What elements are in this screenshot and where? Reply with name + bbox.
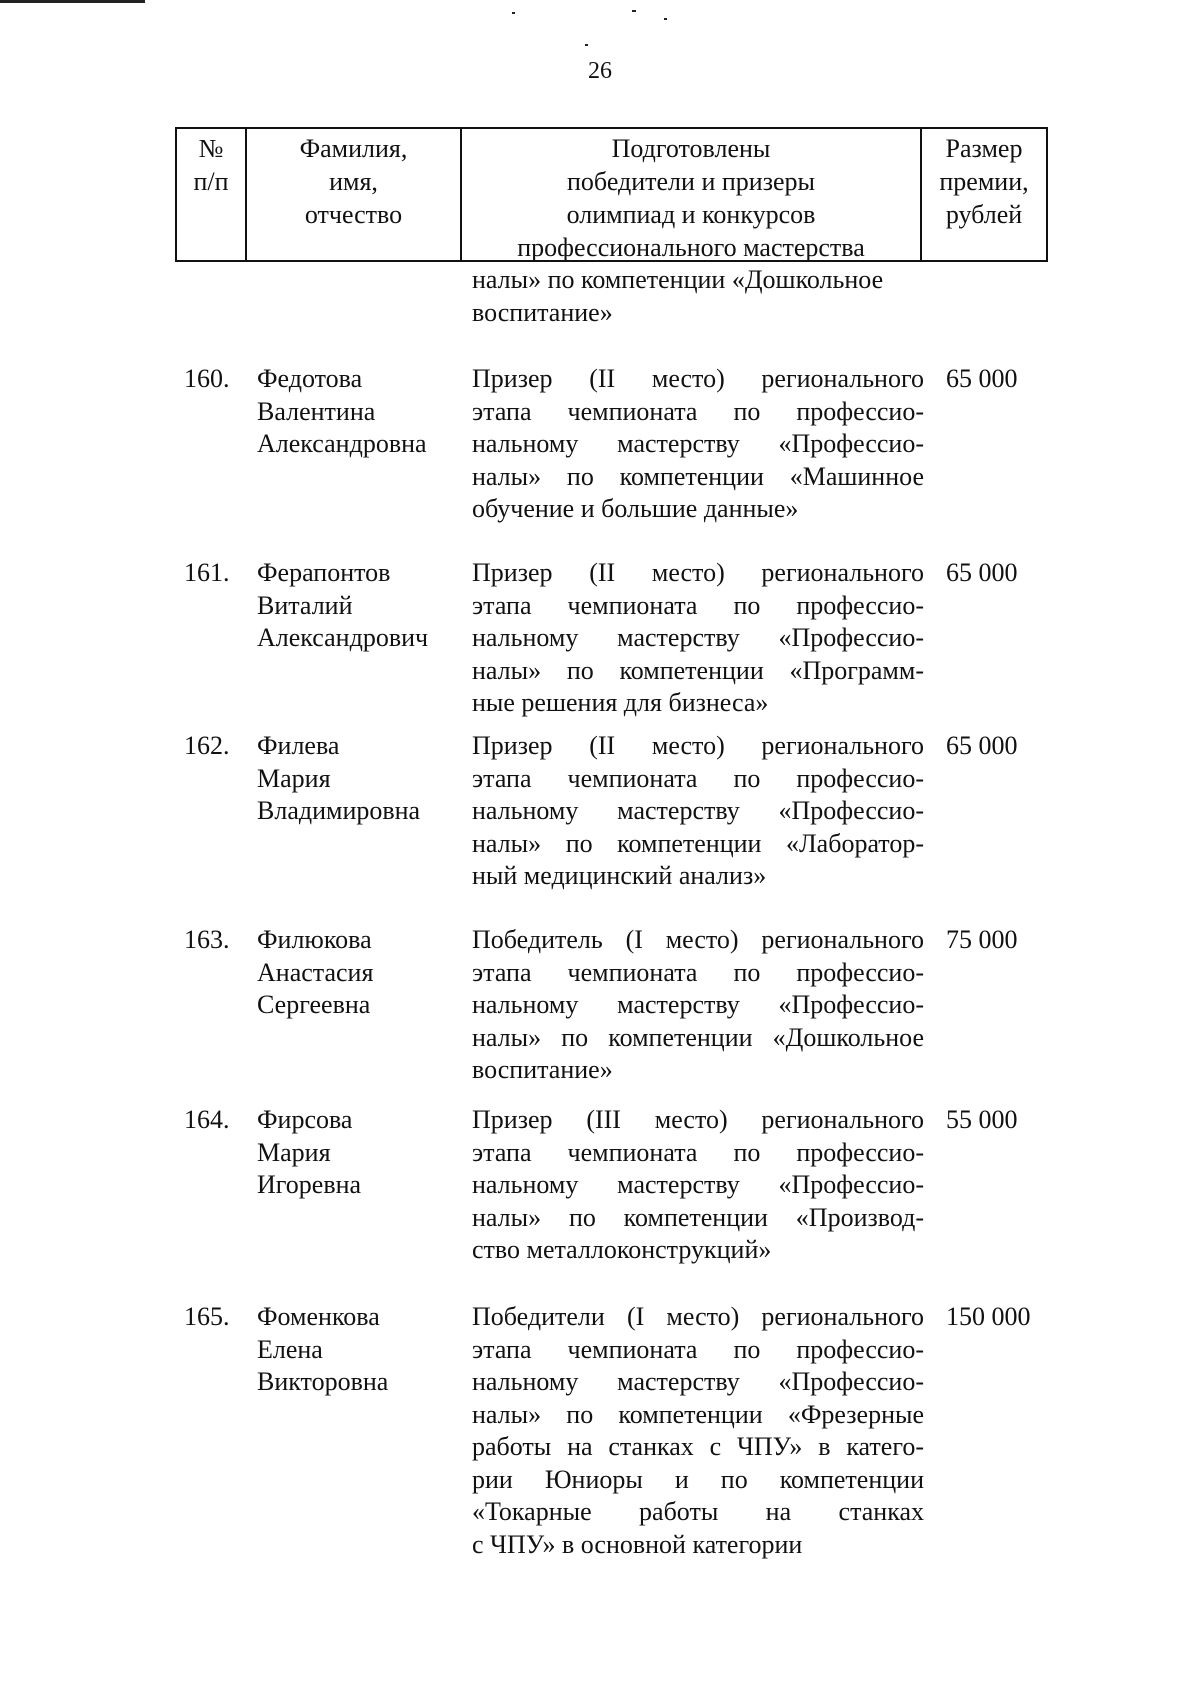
first-name: Елена	[257, 1334, 323, 1364]
prize-amount: 65 000	[946, 558, 1018, 587]
achievement-description	[472, 557, 924, 720]
patronymic: Владимировна	[257, 796, 421, 825]
description-line: налы» по компетенции «Лаборатор-	[472, 828, 924, 858]
description-line: Победитель (I место) регионального	[472, 925, 924, 954]
description-line: работы на станках с ЧПУ» в катего-	[472, 1432, 924, 1461]
header-prepared-line: профессионального мастерства	[517, 233, 865, 262]
description-line: ство металлоконструкций»	[472, 1235, 772, 1264]
description-line: Призер (II место) регионального	[472, 364, 924, 393]
description-line: воспитание»	[472, 1055, 613, 1084]
header-prepared-line: олимпиад и конкурсов	[566, 200, 816, 229]
person-name	[257, 363, 457, 461]
description-line: Призер (III место) регионального	[472, 1105, 924, 1134]
description-line: этапа чемпионата по профессио-	[472, 763, 924, 793]
description-line: этапа чемпионата по профессио-	[472, 396, 924, 426]
description-line: налы» по компетенции «Фрезерные	[472, 1399, 924, 1429]
header-number-line: №	[198, 134, 224, 163]
header-prepared-line: победители и призеры	[567, 167, 815, 196]
person-name	[257, 557, 457, 655]
description-line: нальному мастерству «Профессио-	[472, 1170, 924, 1199]
surname: Ферапонтов	[257, 558, 391, 587]
first-name: Мария	[257, 1137, 331, 1167]
surname: Фоменкова	[257, 1302, 380, 1331]
description-line: с ЧПУ» в основной категории	[472, 1529, 803, 1559]
scan-artifact-dot	[512, 12, 515, 14]
header-name-line: имя,	[329, 167, 378, 196]
prize-amount: 75 000	[946, 925, 1018, 954]
description-line: налы» по компетенции «Машинное	[472, 461, 924, 491]
row-number: 163.	[184, 925, 230, 954]
scan-artifact-dot	[664, 18, 667, 20]
header-name-line: Фамилия,	[299, 134, 408, 163]
scan-artifact-dot	[632, 10, 636, 12]
description-line: этапа чемпионата по профессио-	[472, 1137, 924, 1167]
description-line: ные решения для бизнеса»	[472, 688, 769, 717]
description-line: ный медицинский анализ»	[472, 861, 767, 890]
surname: Филюкова	[257, 925, 372, 954]
header-amount-line: рублей	[945, 200, 1023, 229]
prize-amount: 65 000	[946, 364, 1018, 393]
continuation-line: налы» по компетенции «Дошкольное	[472, 265, 884, 294]
header-name-line: отчество	[304, 200, 403, 229]
prize-amount: 65 000	[946, 731, 1018, 760]
description-line: этапа чемпионата по профессио-	[472, 1334, 924, 1364]
patronymic: Александровна	[257, 429, 427, 458]
continuation-line: воспитание»	[472, 297, 613, 327]
header-amount-line: Размер	[945, 134, 1023, 163]
first-name: Мария	[257, 763, 331, 793]
description-line: этапа чемпионата по профессио-	[472, 590, 924, 620]
row-number: 160.	[184, 364, 230, 393]
description-line: «Токарные работы на станках	[472, 1497, 924, 1526]
description-line: Призер (II место) регионального	[472, 731, 924, 760]
page-number: 26	[588, 58, 612, 84]
description-line: налы» по компетенции «Программ-	[472, 655, 924, 685]
description-line: нальному мастерству «Профессио-	[472, 796, 924, 825]
achievement-description	[472, 730, 924, 893]
row-number: 165.	[184, 1302, 230, 1331]
prize-amount: 55 000	[946, 1105, 1018, 1134]
first-name: Виталий	[257, 590, 353, 620]
person-name	[257, 1301, 457, 1399]
patronymic: Викторовна	[257, 1367, 389, 1396]
patronymic: Александрович	[257, 623, 429, 652]
description-line: Победители (I место) регионального	[472, 1302, 924, 1331]
description-line: нальному мастерству «Профессио-	[472, 1367, 924, 1396]
description-line: обучение и большие данные»	[472, 494, 799, 523]
first-name: Анастасия	[257, 957, 374, 987]
table-header	[175, 127, 1048, 262]
achievement-description	[472, 363, 924, 526]
person-name	[257, 730, 457, 828]
header-amount-line: премии,	[939, 167, 1029, 196]
person-name	[257, 924, 457, 1022]
patronymic: Игоревна	[257, 1170, 362, 1199]
person-name	[257, 1104, 457, 1202]
achievement-description	[472, 924, 924, 1087]
header-prepared-line: Подготовлены	[611, 134, 771, 163]
header-amount-column	[922, 129, 1046, 260]
row-number: 162.	[184, 731, 230, 760]
first-name: Валентина	[257, 396, 376, 426]
header-number-line: п/п	[193, 167, 229, 196]
surname: Фирсова	[257, 1105, 353, 1134]
header-prepared-column	[462, 129, 922, 260]
description-line: нальному мастерству «Профессио-	[472, 623, 924, 652]
description-line: нальному мастерству «Профессио-	[472, 990, 924, 1019]
description-line: Призер (II место) регионального	[472, 558, 924, 587]
surname: Филева	[257, 731, 340, 760]
row-number: 164.	[184, 1105, 230, 1134]
continuation-text	[472, 264, 924, 329]
description-line: этапа чемпионата по профессио-	[472, 957, 924, 987]
description-line: налы» по компетенции «Производ-	[472, 1202, 924, 1232]
row-number: 161.	[184, 558, 230, 587]
achievement-description	[472, 1104, 924, 1267]
header-name-column	[247, 129, 462, 260]
surname: Федотова	[257, 364, 363, 393]
description-line: нальному мастерству «Профессио-	[472, 429, 924, 458]
scan-artifact-line	[0, 0, 145, 3]
header-number-column	[177, 129, 247, 260]
scan-artifact-dot	[585, 44, 588, 46]
patronymic: Сергеевна	[257, 990, 371, 1019]
description-line: налы» по компетенции «Дошкольное	[472, 1022, 924, 1052]
prize-amount: 150 000	[946, 1302, 1031, 1331]
description-line: рии Юниоры и по компетенции	[472, 1464, 924, 1494]
achievement-description	[472, 1301, 924, 1561]
